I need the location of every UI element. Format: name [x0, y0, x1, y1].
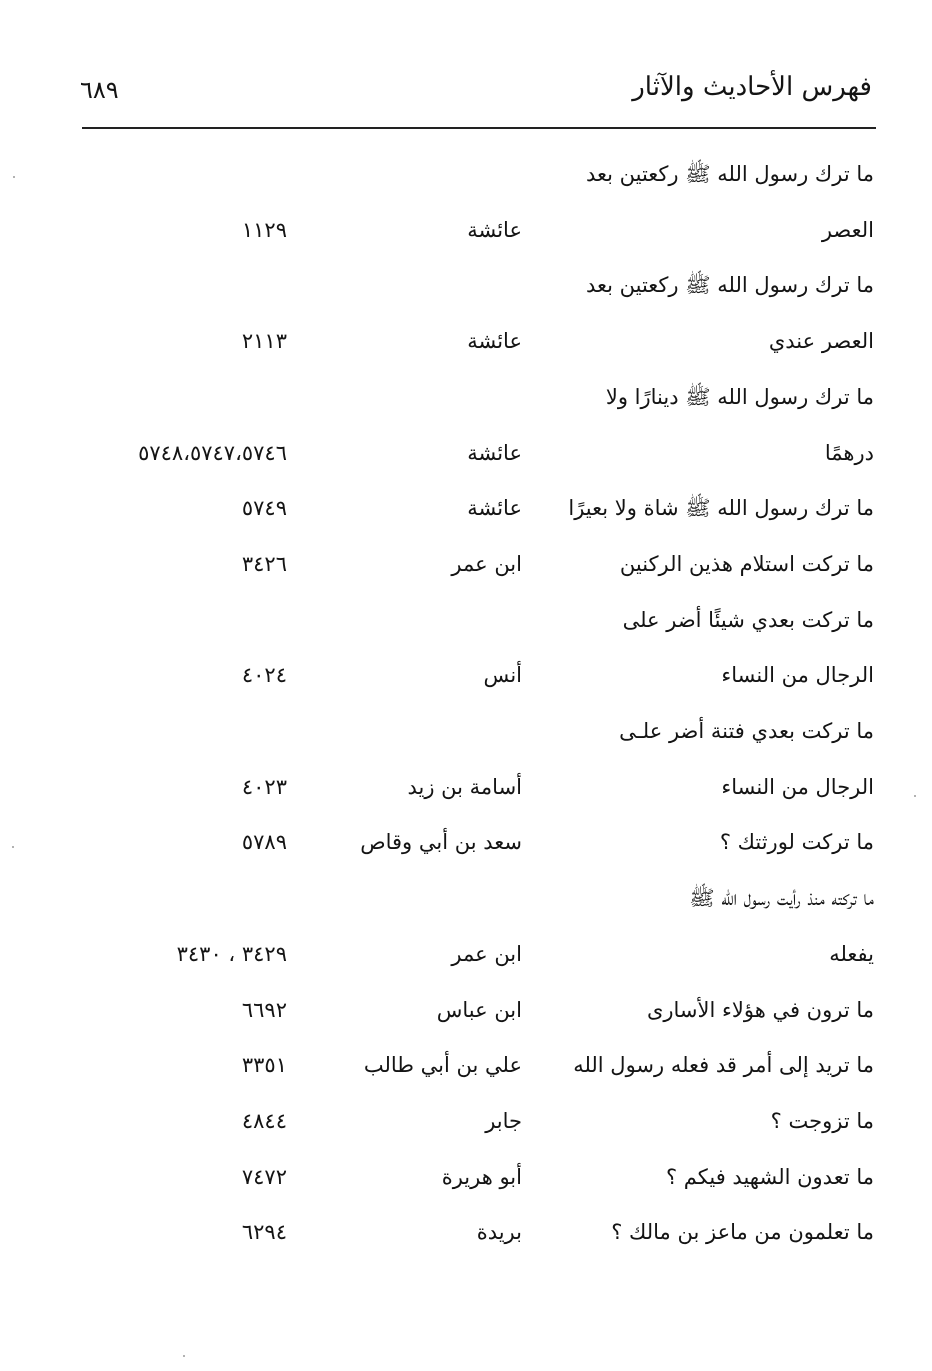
- hadith-number: ٢١١٣: [241, 329, 287, 354]
- narrator-name: عائشة: [467, 440, 522, 465]
- hadith-number: ٤٨٤٤: [241, 1108, 287, 1133]
- index-row: [0, 1045, 932, 1085]
- hadith-text: ما ترك رسول الله ﷺ ركعتين بعد: [585, 162, 874, 186]
- hadith-number: ٥٧٤٩: [241, 496, 287, 521]
- hadith-text: ما ترون في هؤلاء الأسارى: [646, 997, 874, 1022]
- index-row: [0, 1157, 932, 1197]
- hadith-number: ٣٤٢٦: [241, 551, 287, 576]
- hadith-text: العصر عندي: [768, 329, 874, 354]
- scan-speck: [12, 846, 14, 848]
- hadith-text: ما تعلمون من ماعز بن مالك ؟: [611, 1220, 874, 1245]
- narrator-name: علي بن أبي طالب: [363, 1053, 522, 1078]
- hadith-number: ٧٤٧٢: [241, 1164, 287, 1189]
- narrator-name: أنس: [483, 663, 522, 688]
- index-row: [0, 822, 932, 862]
- hadith-number: ٤٠٢٣: [241, 774, 287, 799]
- index-row: [0, 210, 932, 250]
- index-row: [0, 767, 932, 807]
- hadith-text: العصر: [821, 217, 874, 242]
- narrator-name: بريدة: [476, 1220, 522, 1245]
- index-row: [0, 433, 932, 473]
- index-row: [0, 600, 932, 640]
- hadith-number: ٦٢٩٤: [241, 1220, 287, 1245]
- index-row: [0, 488, 932, 528]
- hadith-text: ما تركت استلام هذين الركنين: [619, 551, 874, 576]
- narrator-name: جابر: [485, 1108, 522, 1133]
- narrator-name: ابن عمر: [451, 551, 522, 576]
- narrator-name: أبو هريرة: [441, 1164, 522, 1189]
- hadith-number: ١١٢٩: [241, 217, 287, 242]
- hadith-text: ما تعدون الشهيد فيكم ؟: [665, 1164, 874, 1189]
- narrator-name: ابن عمر: [451, 941, 522, 966]
- page-header-title: فهرس الأحاديث والآثار: [632, 72, 872, 102]
- index-row: [0, 655, 932, 695]
- hadith-text: ما تركت لورثتك ؟: [719, 830, 874, 855]
- hadith-text: ما ترك رسول الله ﷺ ركعتين بعد: [585, 273, 874, 298]
- hadith-text: الرجال من النساء: [721, 774, 874, 799]
- hadith-text: الرجال من النساء: [721, 663, 874, 688]
- hadith-text: ما تركت بعدي فتنة أضر علـى: [619, 719, 874, 743]
- hadith-text: ما تزوجت ؟: [770, 1108, 874, 1133]
- narrator-name: عائشة: [467, 496, 522, 521]
- hadith-number: ٣٣٥١: [241, 1053, 287, 1078]
- index-row: [0, 321, 932, 361]
- index-row: [0, 934, 932, 974]
- narrator-name: عائشة: [467, 217, 522, 242]
- index-row: [0, 377, 932, 417]
- hadith-text: ما ترك رسول الله ﷺ شاة ولا بعيرًا: [568, 496, 874, 521]
- narrator-name: سعد بن أبي وقاص: [360, 830, 522, 855]
- index-row: [0, 1212, 932, 1252]
- index-row: [0, 1101, 932, 1141]
- scan-speck: [914, 795, 916, 797]
- scan-speck: [13, 176, 15, 178]
- hadith-number: ٦٦٩٢: [241, 997, 287, 1022]
- index-row: [0, 154, 932, 194]
- hadith-number: ٥٧٨٩: [241, 830, 287, 855]
- page-number: ٦٨٩: [80, 76, 119, 104]
- hadith-number: ٤٠٢٤: [241, 663, 287, 688]
- index-row: [0, 544, 932, 584]
- narrator-name: ابن عباس: [436, 997, 522, 1022]
- index-row: [0, 711, 932, 751]
- hadith-number: ٣٤٢٩ ، ٣٤٣٠: [176, 941, 287, 966]
- index-row: [0, 265, 932, 305]
- narrator-name: عائشة: [467, 329, 522, 354]
- hadith-text: درهمًا: [824, 440, 874, 465]
- hadith-text: ما تركته منذ رأيت رسول الله ﷺ: [689, 886, 874, 911]
- hadith-text: ما ترك رسول الله ﷺ دينارًا ولا: [605, 384, 874, 409]
- narrator-name: أسامة بن زيد: [407, 774, 522, 799]
- scan-speck: [183, 1355, 185, 1357]
- hadith-text: ما تريد إلى أمر قد فعله رسول الله: [573, 1053, 874, 1078]
- hadith-text: يفعله: [829, 941, 874, 966]
- index-row: [0, 990, 932, 1030]
- hadith-text: ما تركت بعدي شيئًا أضر على: [622, 607, 874, 632]
- header-divider: [82, 127, 876, 129]
- index-row: [0, 878, 932, 918]
- hadith-number: ٥٧٤٨،٥٧٤٧،٥٧٤٦: [138, 440, 287, 465]
